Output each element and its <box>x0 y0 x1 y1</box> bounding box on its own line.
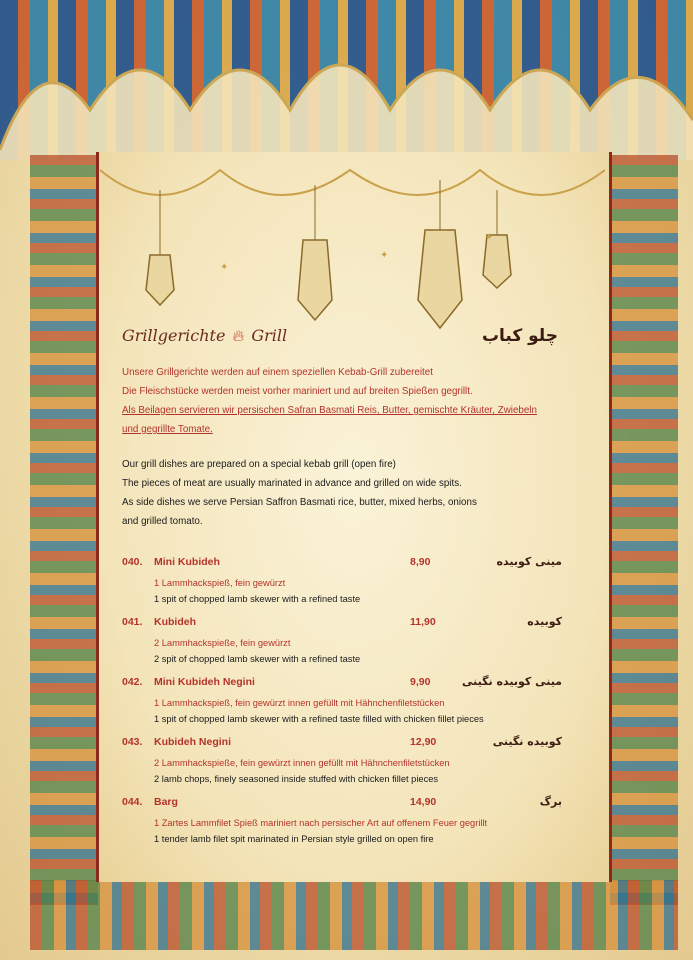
floral-bottom-border <box>30 880 678 950</box>
lantern-icon <box>100 160 605 330</box>
floral-right-border <box>610 155 678 905</box>
item-description-en: 1 tender lamb filet spit marinated in Persian style grilled on open fire <box>154 834 434 844</box>
floral-left-border <box>30 155 98 905</box>
intro-english <box>122 455 572 531</box>
item-number: 040. <box>122 556 143 568</box>
menu-item <box>122 676 562 736</box>
item-name: Mini Kubideh <box>154 556 220 568</box>
item-price: 14,90 <box>410 796 437 808</box>
item-description-en: 2 lamb chops, finely seasoned inside stuffed with chicken fillet pieces <box>154 774 439 784</box>
item-price: 8,90 <box>410 556 431 568</box>
intro-german <box>122 363 572 439</box>
intro-de-line: und gegrillte Tomate. <box>122 424 213 435</box>
menu-item <box>122 616 562 676</box>
item-description-de: 1 Lammhackspieß, fein gewürzt <box>154 578 286 588</box>
menu-item-list <box>122 556 562 856</box>
section-title-grill: Grill <box>251 326 288 345</box>
item-name-arabic: کوبیده نگینی <box>492 735 562 748</box>
section-title-latin <box>122 326 287 346</box>
ornamental-top-border <box>0 0 693 160</box>
item-name-arabic: برگ <box>539 795 562 808</box>
item-description-en: 2 spit of chopped lamb skewer with a refined taste <box>154 654 361 664</box>
flame-icon: 🔥︎ <box>232 326 245 345</box>
intro-en-line: Our grill dishes are prepared on a special kebab grill (open fire) <box>122 459 396 470</box>
item-price: 11,90 <box>410 616 436 628</box>
item-name-arabic: مینی کوبیده <box>496 555 562 568</box>
menu-item <box>122 736 562 796</box>
item-description-de: 1 Lammhackspieß, fein gewürzt innen gefüllt mit Hähnchenfiletstücken <box>154 698 445 708</box>
item-description-en: 1 spit of chopped lamb skewer with a refined taste <box>154 594 361 604</box>
item-name: Kubideh <box>154 616 196 628</box>
item-name: Kubideh Negini <box>154 736 231 748</box>
item-number: 044. <box>122 796 143 808</box>
section-title-grillgerichte: Grillgerichte <box>122 326 226 345</box>
item-number: 043. <box>122 736 143 748</box>
item-number: 042. <box>122 676 143 688</box>
item-name: Barg <box>154 796 178 808</box>
item-description-de: 1 Zartes Lammfilet Spieß mariniert nach persischer Art auf offenem Feuer gegrillt <box>154 818 488 828</box>
intro-de-line: Unsere Grillgerichte werden auf einem speziellen Kebab-Grill zubereitet <box>122 367 433 378</box>
intro-en-line: and grilled tomato. <box>122 516 203 527</box>
item-price: 9,90 <box>410 676 431 688</box>
intro-de-line: Als Beilagen servieren wir persischen Safran Basmati Reis, Butter, gemischte Kräuter, Zwiebeln <box>122 405 537 416</box>
svg-text:✦: ✦ <box>380 250 389 261</box>
item-description-de: 2 Lammhackspieße, fein gewürzt <box>154 638 291 648</box>
item-name-arabic: کوبیده <box>527 615 562 628</box>
ornament-arches <box>0 0 693 160</box>
item-description-de: 2 Lammhackspieße, fein gewürzt innen gefüllt mit Hähnchenfiletstücken <box>154 758 450 768</box>
item-number: 041. <box>122 616 143 628</box>
intro-en-line: As side dishes we serve Persian Saffron Basmati rice, butter, mixed herbs, onions <box>122 497 477 508</box>
section-title-arabic: چلو کباب <box>481 326 558 346</box>
svg-text:✦: ✦ <box>485 232 494 243</box>
item-description-en: 1 spit of chopped lamb skewer with a refined taste filled with chicken fillet pieces <box>154 714 484 724</box>
item-name: Mini Kubideh Negini <box>154 676 255 688</box>
menu-item <box>122 796 562 856</box>
menu-item <box>122 556 562 616</box>
svg-text:✦: ✦ <box>220 262 229 273</box>
intro-de-line: Die Fleischstücke werden meist vorher mariniert und auf breiten Spießen gegrillt. <box>122 386 473 397</box>
item-name-arabic: مینی کوبیده نگینی <box>462 675 562 688</box>
item-price: 12,90 <box>410 736 437 748</box>
intro-en-line: The pieces of meat are usually marinated in advance and grilled on wide spits. <box>122 478 462 489</box>
section-header <box>122 326 558 354</box>
